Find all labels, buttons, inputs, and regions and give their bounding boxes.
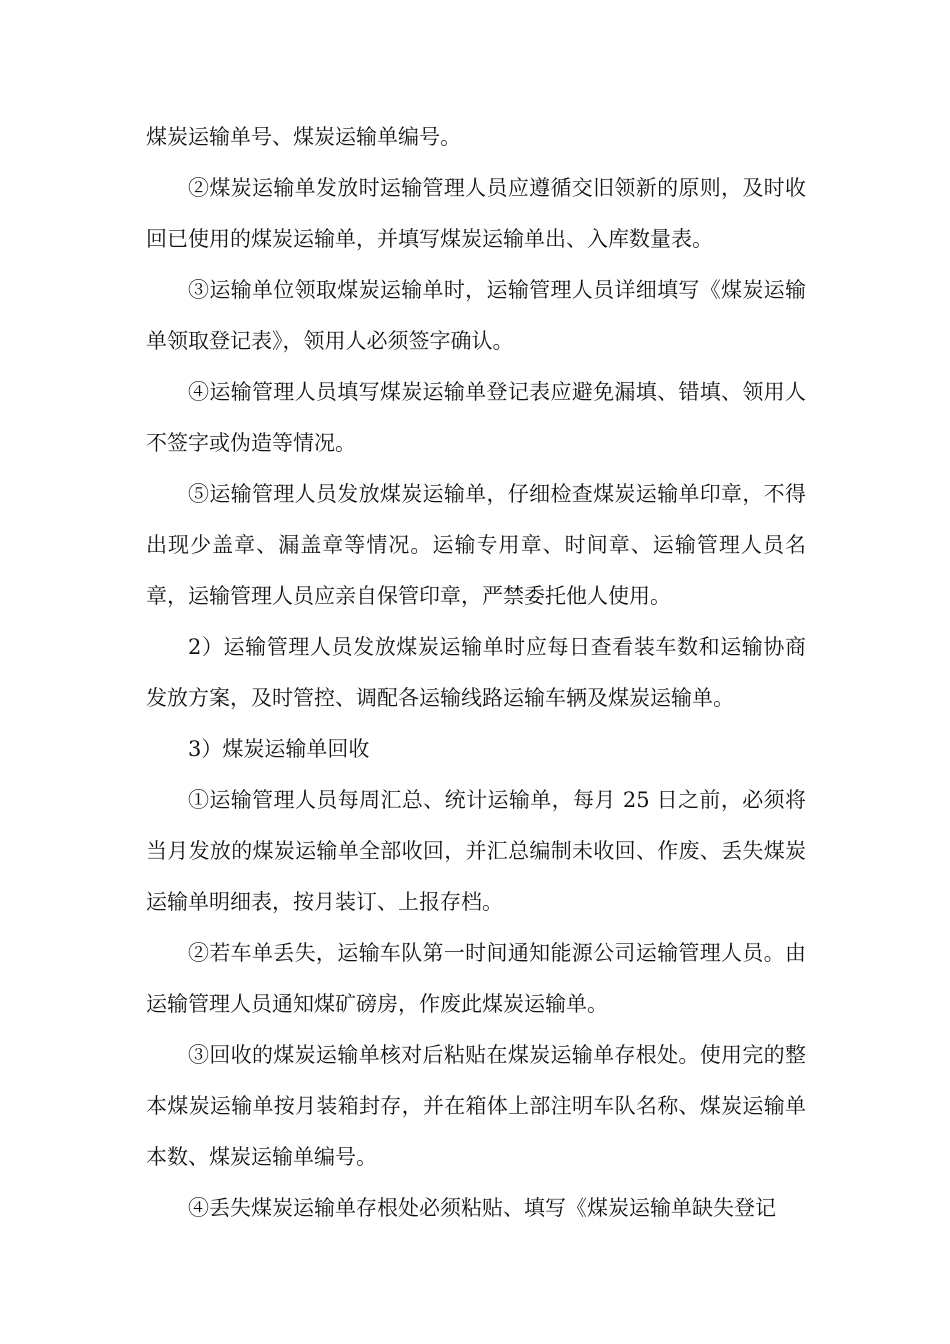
paragraph-item-2: ②煤炭运输单发放时运输管理人员应遵循交旧领新的原则，及时收回已使用的煤炭运输单，并填写煤炭运输单出、入库数量表。 bbox=[146, 176, 806, 251]
paragraph-section-2: 2）运输管理人员发放煤炭运输单时应每日查看装车数和运输协商发放方案，及时管控、调配各运输线路运输车辆及煤炭运输单。 bbox=[146, 635, 806, 710]
paragraph-recovery-1: ①运输管理人员每周汇总、统计运输单，每月 25 日之前，必须将当月发放的煤炭运输单全部收回，并汇总编制未收回、作废、丢失煤炭运输单明细表，按月装订、上报存档。 bbox=[146, 788, 806, 914]
paragraph-recovery-2: ②若车单丢失，运输车队第一时间通知能源公司运输管理人员。由运输管理人员通知煤矿磅房，作废此煤炭运输单。 bbox=[146, 941, 806, 1016]
paragraph-item-5: ⑤运输管理人员发放煤炭运输单，仔细检查煤炭运输单印章，不得出现少盖章、漏盖章等情况。运输专用章、时间章、运输管理人员名章，运输管理人员应亲自保管印章，严禁委托他人使用。 bbox=[146, 482, 806, 608]
paragraph-item-3: ③运输单位领取煤炭运输单时，运输管理人员详细填写《煤炭运输单领取登记表》，领用人必须签字确认。 bbox=[146, 278, 806, 353]
paragraph-recovery-4: ④丢失煤炭运输单存根处必须粘贴、填写《煤炭运输单缺失登记 bbox=[188, 1196, 776, 1220]
paragraph-item-4: ④运输管理人员填写煤炭运输单登记表应避免漏填、错填、领用人不签字或伪造等情况。 bbox=[146, 380, 806, 455]
document-body bbox=[146, 112, 806, 1234]
paragraph-continuation: 煤炭运输单号、煤炭运输单编号。 bbox=[146, 125, 461, 149]
paragraph-recovery-3: ③回收的煤炭运输单核对后粘贴在煤炭运输单存根处。使用完的整本煤炭运输单按月装箱封存，并在箱体上部注明车队名称、煤炭运输单本数、煤炭运输单编号。 bbox=[146, 1043, 806, 1169]
section-heading-3: 3）煤炭运输单回收 bbox=[188, 737, 370, 761]
